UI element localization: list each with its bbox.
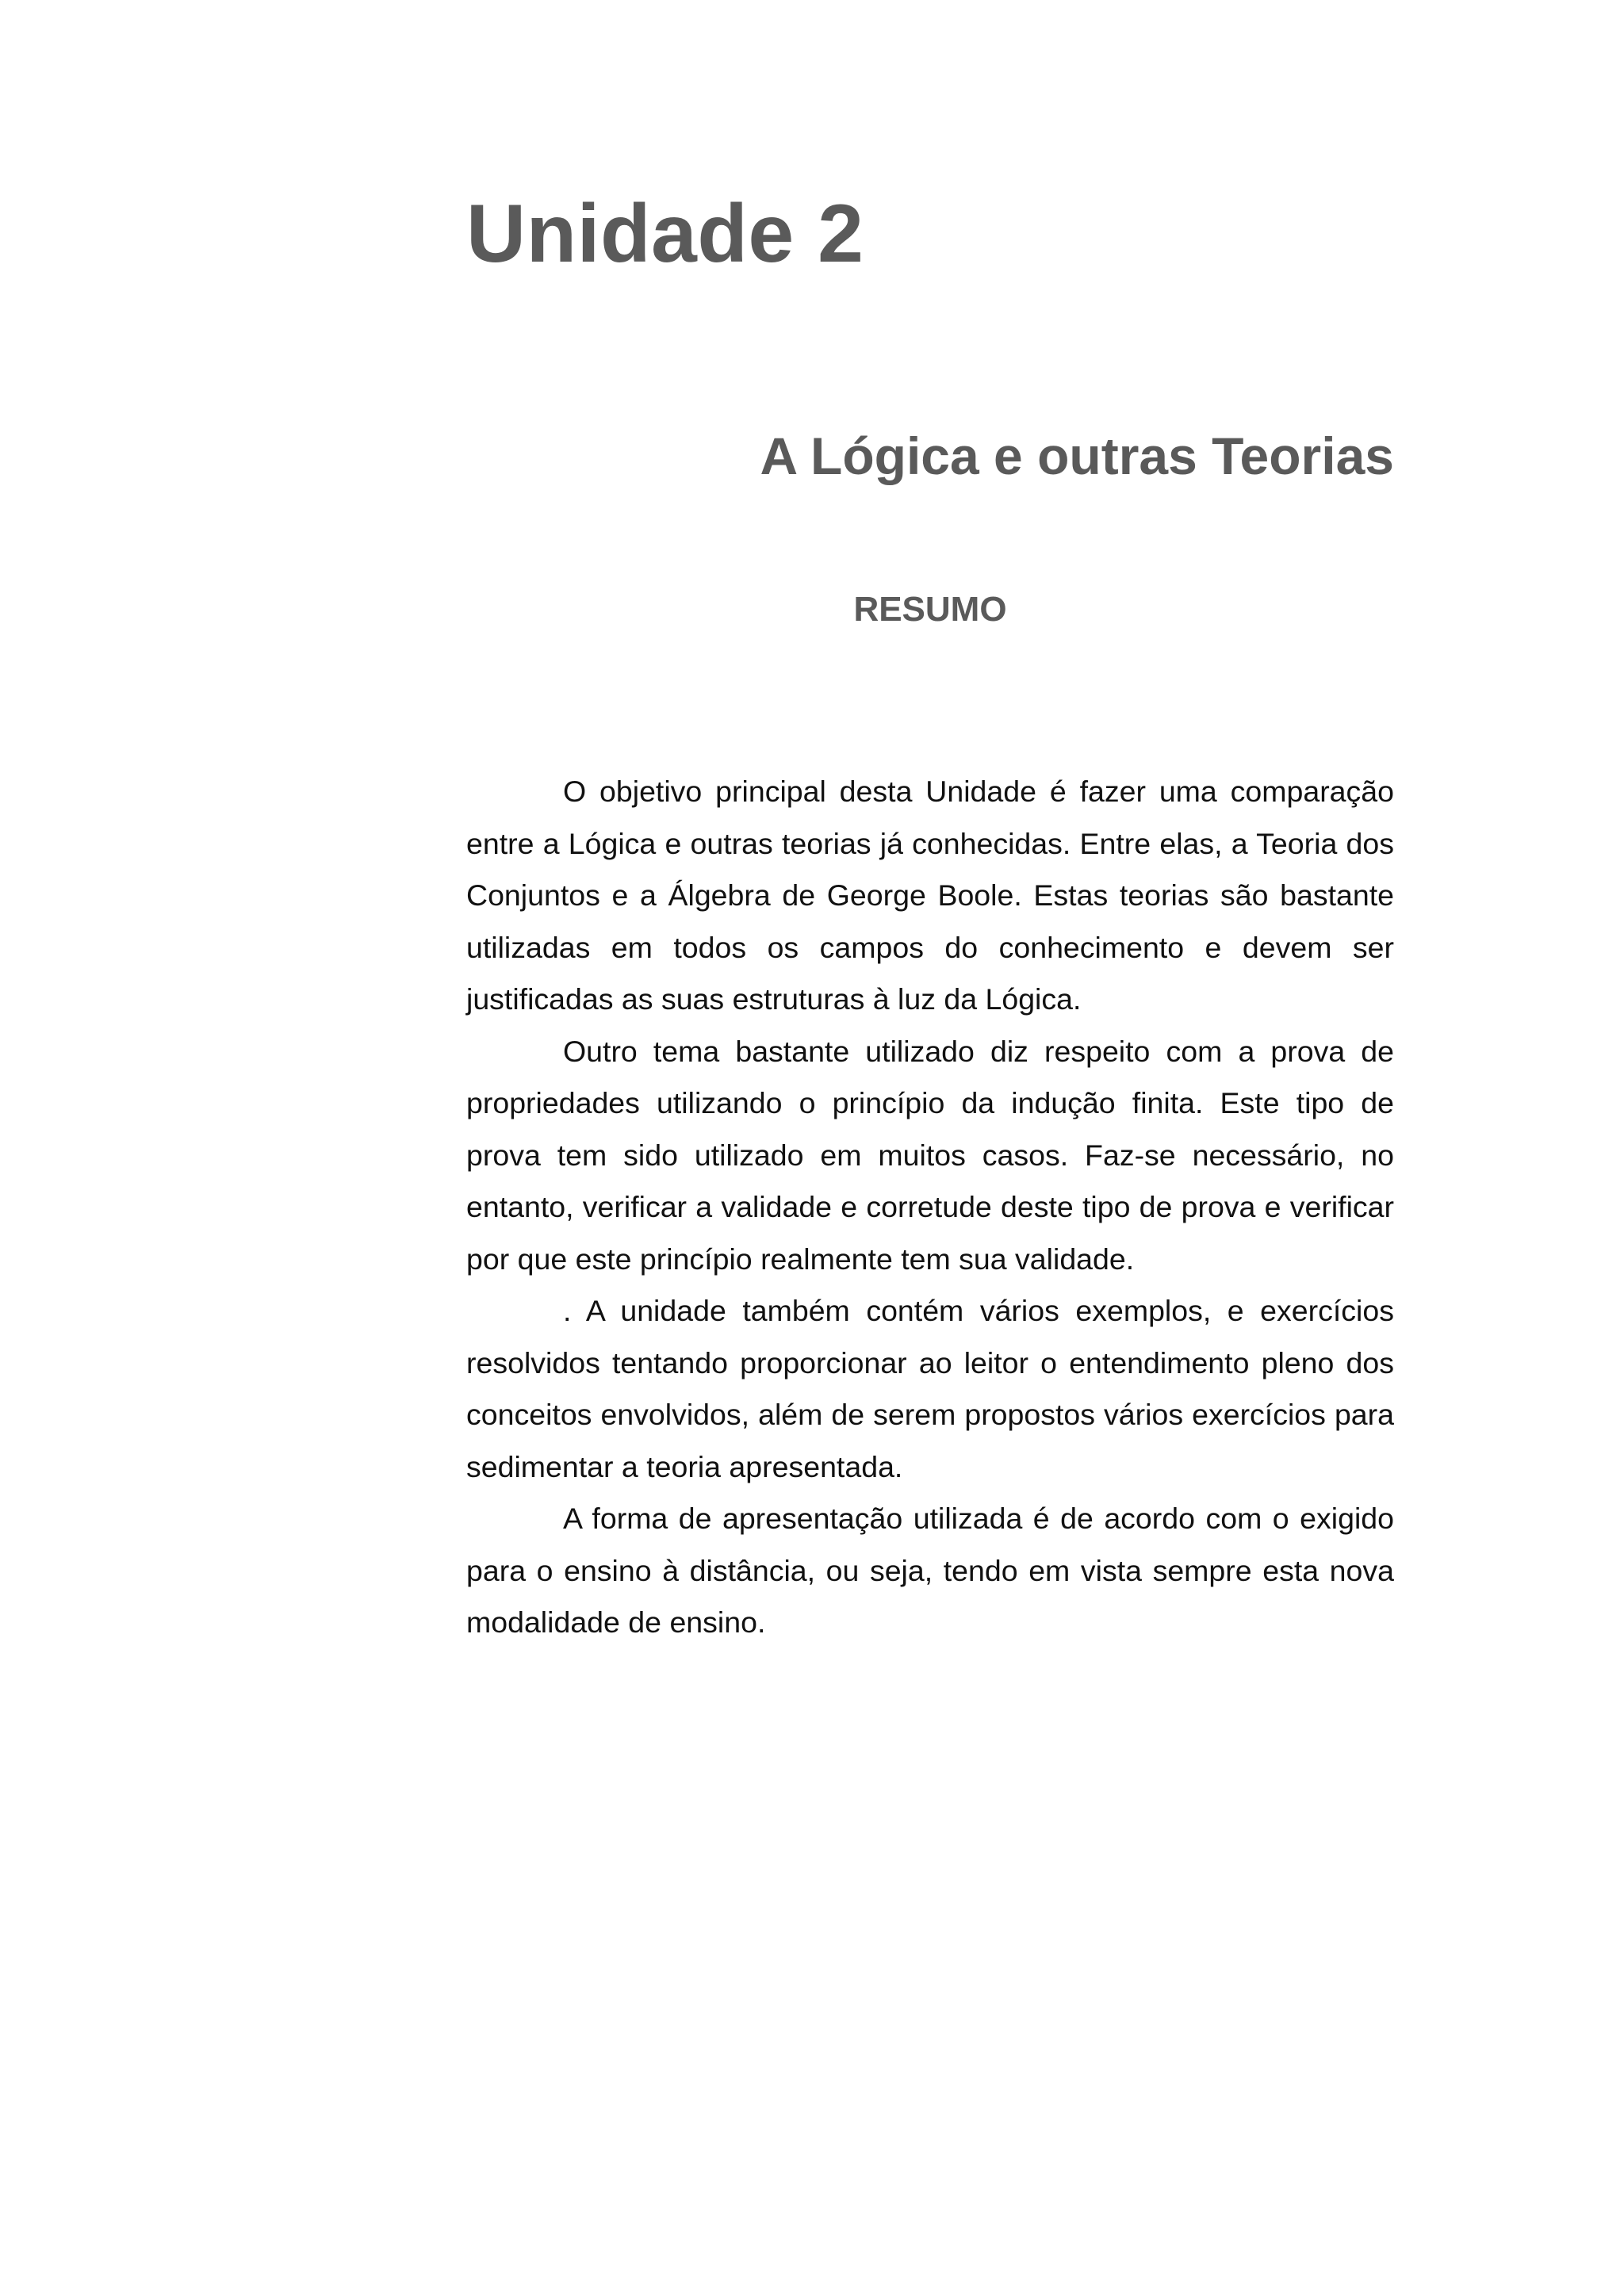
summary-body	[466, 766, 1394, 1649]
summary-paragraph: A forma de apresentação utilizada é de acordo com o exigido para o ensino à distância, ou seja, tendo em vista sempre esta nova modalidade de ensino.	[466, 1502, 1394, 1639]
section-title: RESUMO	[853, 590, 1007, 629]
chapter-title: A Lógica e outras Teorias	[760, 427, 1394, 485]
summary-paragraph: Outro tema bastante utilizado diz respeito com a prova de propriedades utilizando o princípio da indução finita. Este tipo de prova tem sido utilizado em muitos casos. Faz-se necessário, no entanto, verificar a validade e corretude deste tipo de prova e verificar por que este princípio realmente tem sua validade.	[466, 1034, 1394, 1276]
unit-title: Unidade 2	[466, 188, 864, 280]
summary-paragraph: O objetivo principal desta Unidade é fazer uma comparação entre a Lógica e outras teorias já conhecidas. Entre elas, a Teoria dos Conjuntos e a Álgebra de George Boole. Estas teorias são bastante utilizadas em todos os campos do conhecimento e devem ser justificadas as suas estruturas à luz da Lógica.	[466, 775, 1394, 1016]
summary-paragraph: . A unidade também contém vários exemplos, e exercícios resolvidos tentando proporcionar ao leitor o entendimento pleno dos conceitos envolvidos, além de serem propostos vários exercícios para sedimentar a teoria apresentada.	[466, 1294, 1394, 1483]
